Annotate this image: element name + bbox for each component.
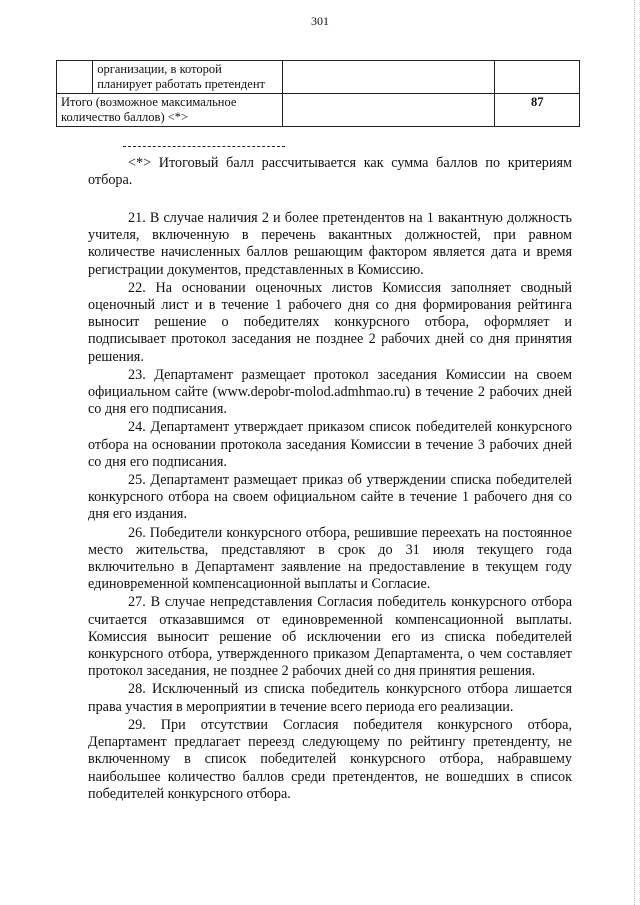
table-row — [57, 61, 580, 94]
footnote-text: <*> Итоговый балл рассчитывается как сумма баллов по критериям отбора. — [88, 155, 572, 189]
page-number: 301 — [311, 14, 329, 28]
total-label: Итого (возможное максимальное количество баллов) <*> — [57, 94, 283, 127]
paragraph-29: 29. При отсутствии Согласия победителя конкурсного отбора, Департамент предлагает переезд следующему по рейтингу претенденту, не включенному в список победителей конкурсного отбора, набравшему наибольшее количество баллов среди претендентов, не вошедших в список победителей конкурсного отбора. — [88, 716, 572, 802]
paragraph-28: 28. Исключенный из списка победитель конкурсного отбора лишается права участия в мероприятии в течение всего периода его реализации. — [88, 681, 572, 715]
criteria-table — [56, 60, 580, 127]
paragraph-21: 21. В случае наличия 2 и более претендентов на 1 вакантную должность учителя, включенную в перечень вакантных должностей, при равном количестве начисленных баллов решающим фактором является дата и время регистрации документов, представленных в Комиссию. — [88, 210, 572, 278]
footnote — [88, 155, 572, 189]
paragraph-26: 26. Победители конкурсного отбора, решившие переехать на постоянное место жительства, представляют в срок до 31 июля текущего года включительно в Департамент заявление на предоставление в текущем году единовременной компенсационной выплаты и Согласие. — [88, 524, 572, 593]
body-text — [88, 210, 572, 803]
paragraph-27: 27. В случае непредставления Согласия победитель конкурсного отбора считается отказавшимся от единовременной компенсационной выплаты. Комиссия выносит решение об исключении его из списка победителей конкурсного отбора, утвержденного приказом Департамента, о чем составляет протокол заседания, не позднее 2 рабочих дней со дня принятия решения. — [88, 594, 572, 680]
table-cell-criterion: организации, в которой планирует работать претендент — [93, 61, 283, 94]
paragraph-22: 22. На основании оценочных листов Комиссия заполняет сводный оценочный лист и в течение 1 рабочего дня со дня формирования рейтинга выносит решение о победителях конкурсного отбора, оформляет и подписывает протокол заседания не позднее 2 рабочих дней со дня принятия решения. — [88, 279, 572, 365]
table-cell-number — [57, 61, 93, 94]
table-total-row — [57, 94, 580, 127]
paragraph-25: 25. Департамент размещает приказ об утверждении списка победителей конкурсного отбора на своем официальном сайте в течение 1 рабочего дня со дня его издания. — [88, 472, 572, 523]
paragraph-24: 24. Департамент утверждает приказом список победителей конкурсного отбора на основании протокола заседания Комиссии в течение 3 рабочих дней со дня его подписания. — [88, 419, 572, 470]
table-cell-empty — [283, 94, 495, 127]
paragraph-23: 23. Департамент размещает протокол заседания Комиссии на своем официальном сайте (www.depobr-molod.admhmao.ru) в течение 2 рабочих дней со дня его подписания. — [88, 366, 572, 418]
table-cell-empty — [283, 61, 495, 94]
scan-edge — [634, 0, 636, 905]
footnote-separator — [123, 146, 285, 147]
table-cell-score — [495, 61, 580, 94]
total-score: 87 — [495, 94, 580, 127]
